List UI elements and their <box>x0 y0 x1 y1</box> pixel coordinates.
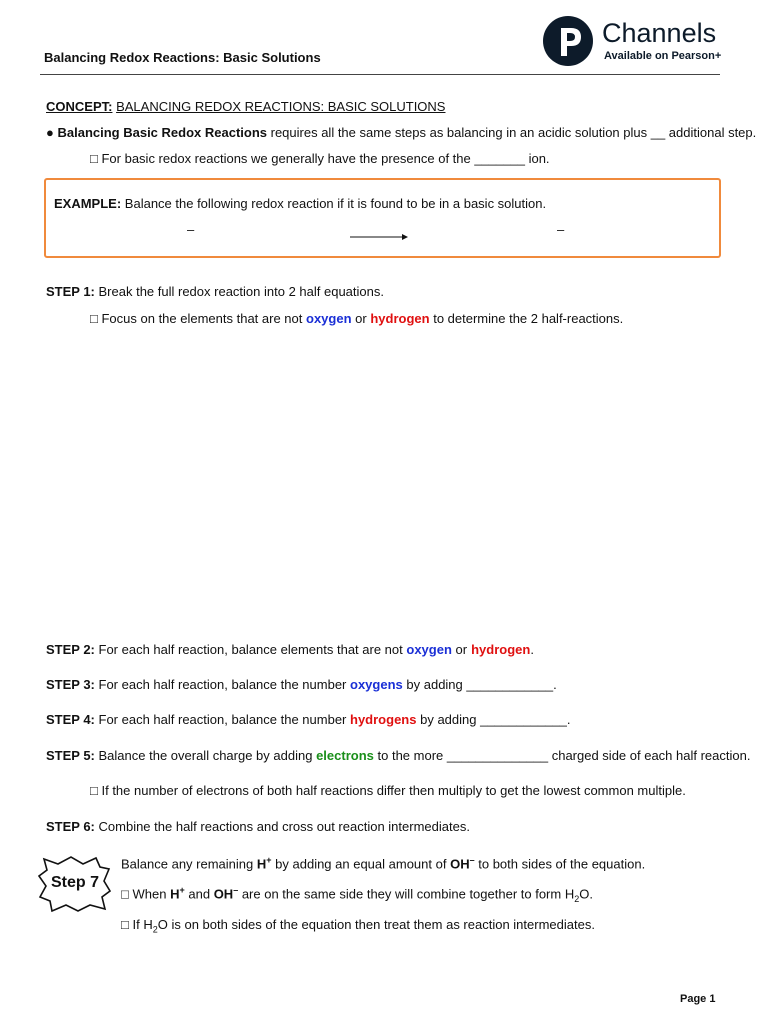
step7-oh-sup: – <box>469 855 475 865</box>
step5-sub-point <box>90 783 686 798</box>
step5-label: STEP 5: <box>46 748 95 763</box>
step7-oh: OH <box>450 856 470 872</box>
step2-pre: For each half reaction, balance elements that are not <box>98 642 403 657</box>
brand-subtitle: Available on Pearson+ <box>604 50 722 62</box>
step7-h-sup: + <box>266 855 272 865</box>
step1-hydrogen: hydrogen <box>370 311 430 326</box>
step7-l2-sub: 2 <box>574 893 580 904</box>
example-charge-right: – <box>557 222 565 237</box>
step2-hydrogen: hydrogen <box>471 642 531 657</box>
step4-hydrogens: hydrogens <box>350 712 417 727</box>
step7-h: H <box>256 856 267 872</box>
step7-line-2 <box>121 885 593 904</box>
pearson-p-glyph <box>543 16 593 66</box>
reaction-arrow-icon <box>350 229 408 247</box>
step7-l1-pre: Balance any remaining <box>121 856 254 872</box>
brand-name: Channels <box>602 18 717 48</box>
step2-or: or <box>455 642 468 657</box>
step5-electrons: electrons <box>316 748 374 763</box>
step1-oxygen: oxygen <box>306 311 352 326</box>
checkbox-square-icon: □ <box>121 917 129 932</box>
pearson-logo-icon <box>543 16 593 66</box>
step1-text: Break the full redox reaction into 2 half equations. <box>98 284 384 299</box>
example-label: EXAMPLE: <box>54 196 122 211</box>
step4-pre: For each half reaction, balance the number <box>98 712 347 727</box>
step2-oxygen: oxygen <box>406 642 452 657</box>
step3-oxygens: oxygens <box>350 677 403 692</box>
bullet-icon: ● <box>46 125 54 140</box>
step5-sub-text: If the number of electrons of both half reactions differ then multiply to get the lowest common multiple. <box>101 783 686 798</box>
checkbox-square-icon: □ <box>90 311 98 326</box>
step7-line-1 <box>121 855 645 871</box>
step2-label: STEP 2: <box>46 642 95 657</box>
step5-line <box>46 748 750 763</box>
concept-sub-text: For basic redox reactions we generally have the presence of the _______ ion. <box>101 151 550 166</box>
step6-text: Combine the half reactions and cross out reaction intermediates. <box>98 819 470 834</box>
step1-sub-post: to determine the 2 half-reactions. <box>433 311 624 326</box>
checkbox-square-icon: □ <box>90 783 98 798</box>
step3-pre: For each half reaction, balance the number <box>98 677 347 692</box>
concept-bullet-bold: Balancing Basic Redox Reactions <box>57 125 267 140</box>
step1-sub-point <box>90 311 623 326</box>
example-charge-left: – <box>187 222 195 237</box>
step4-post: by adding ____________. <box>420 712 571 727</box>
step7-line-3 <box>121 917 595 935</box>
step7-l3-pre: If H <box>132 917 153 932</box>
step7-l2-oh-sup: – <box>233 885 239 895</box>
step7-l1-post: to both sides of the equation. <box>478 856 646 872</box>
step7-l2-post: are on the same side they will combine together to form H <box>241 886 575 902</box>
step1-sub-pre: Focus on the elements that are not <box>101 311 303 326</box>
step5-pre: Balance the overall charge by adding <box>98 748 313 763</box>
concept-title: BALANCING REDOX REACTIONS: BASIC SOLUTIONS <box>116 99 446 114</box>
step1-line <box>46 284 384 299</box>
step1-label: STEP 1: <box>46 284 95 299</box>
step4-label: STEP 4: <box>46 712 95 727</box>
example-text-line <box>54 196 546 211</box>
step3-post: by adding ____________. <box>406 677 557 692</box>
step7-l2-h-sup: + <box>179 885 185 895</box>
step6-label: STEP 6: <box>46 819 95 834</box>
step7-l2-pre: When <box>132 886 167 902</box>
step3-line <box>46 677 557 692</box>
concept-sub-point <box>90 151 550 166</box>
checkbox-square-icon: □ <box>121 886 129 902</box>
step1-or: or <box>355 311 367 326</box>
step7-l2-end: O. <box>579 886 593 902</box>
step4-line <box>46 712 570 727</box>
step3-label: STEP 3: <box>46 677 95 692</box>
concept-bullet-text: requires all the same steps as balancing in an acidic solution plus __ additional step. <box>270 125 757 140</box>
step7-badge-label: Step 7 <box>50 874 99 891</box>
step6-line <box>46 819 470 834</box>
step2-post: . <box>530 642 534 657</box>
step5-post: to the more ______________ charged side of each half reaction. <box>377 748 751 763</box>
step7-l2-and: and <box>188 886 211 902</box>
step7-badge <box>38 855 112 913</box>
step7-l3-post: O is on both sides of the equation then treat them as reaction intermediates. <box>157 917 595 932</box>
step7-l2-oh: OH <box>213 886 234 902</box>
example-text: Balance the following redox reaction if it is found to be in a basic solution. <box>124 196 547 211</box>
concept-heading <box>46 99 445 114</box>
concept-label: CONCEPT: <box>46 99 113 114</box>
step2-line <box>46 642 534 657</box>
concept-bullet <box>46 125 756 140</box>
step7-l2-h: H <box>170 886 180 902</box>
step7-l1-mid: by adding an equal amount of <box>275 856 447 872</box>
step7-l3-sub: 2 <box>152 924 158 935</box>
document-title: Balancing Redox Reactions: Basic Solutions <box>44 50 321 65</box>
page-number: Page 1 <box>680 993 716 1005</box>
checkbox-square-icon: □ <box>90 151 98 166</box>
header-divider <box>40 74 720 75</box>
